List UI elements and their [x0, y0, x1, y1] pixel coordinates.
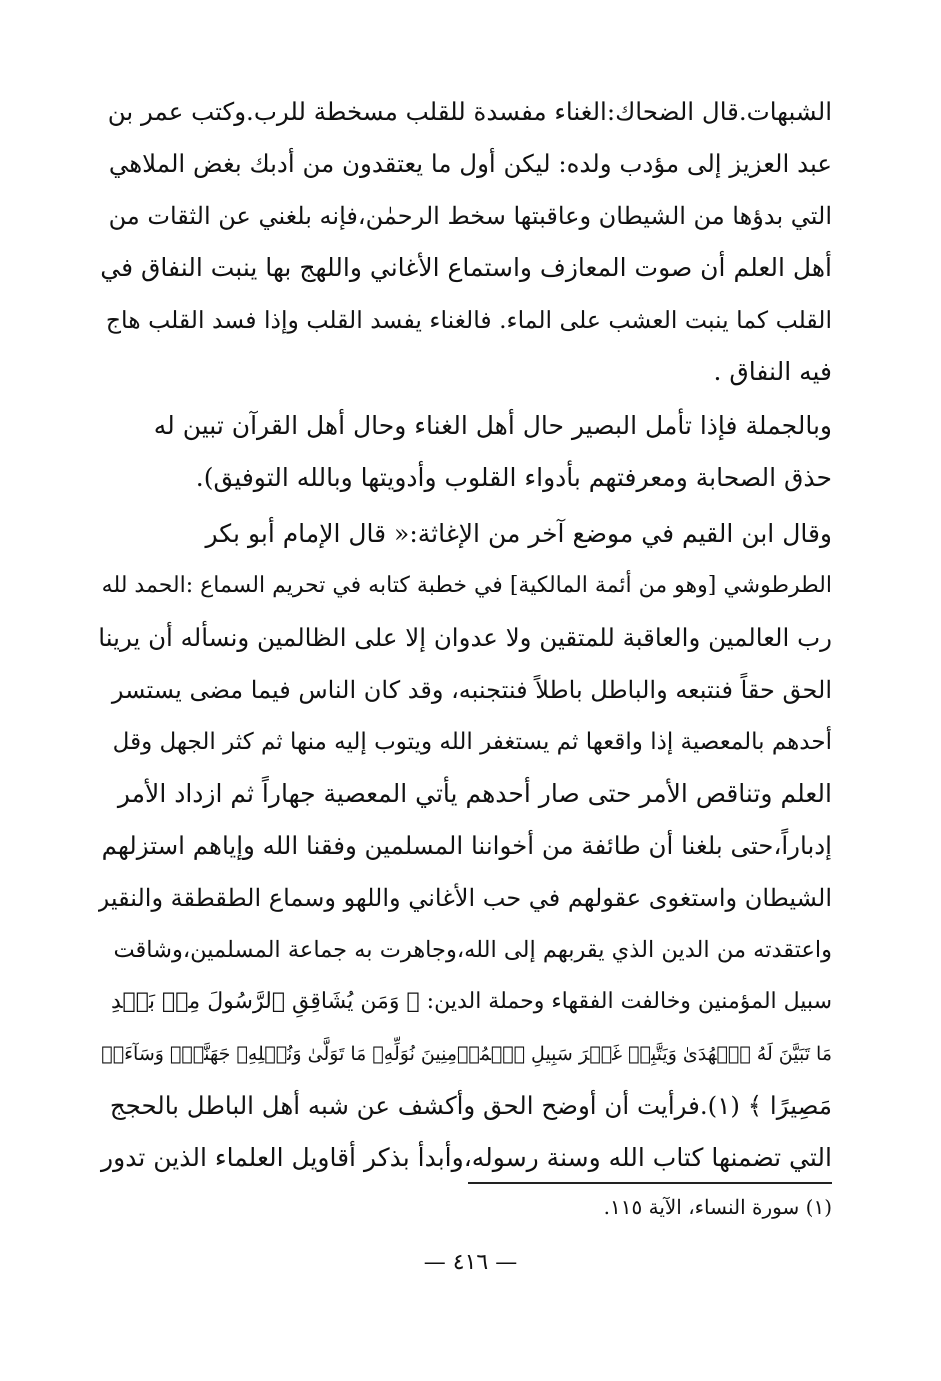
- text-line: واعتقدته من الدين الذي يقربهم إلى الله،وجاهرت به جماعة المسلمين،وشاقت: [113, 937, 832, 963]
- text-line: العلم وتناقص الأمر حتى صار أحدهم يأتي المعصية جهاراً ثم ازداد الأمر: [117, 779, 832, 808]
- text-line: أهل العلم أن صوت المعازف واستماع الأغاني واللهج بها ينبت النفاق في: [100, 253, 832, 282]
- footnote: (١) سورة النساء، الآية ١١٥.: [603, 1195, 832, 1219]
- text-line: وقال ابن القيم في موضع آخر من الإغاثة:« قال الإمام أبو بكر: [205, 519, 832, 548]
- text-line: إدباراً،حتى بلغنا أن طائفة من أخواننا المسلمين وفقنا الله وإياهم استزلهم: [101, 831, 832, 860]
- text-line: رب العالمين والعاقبة للمتقين ولا عدوان إلا على الظالمين ونسأله أن يرينا: [98, 623, 832, 652]
- page-number: — ٤١٦ —: [423, 1250, 518, 1275]
- text-line: الشبهات.قال الضحاك:الغناء مفسدة للقلب مسخطة للرب.وكتب عمر بن: [107, 97, 832, 126]
- text-line: عبد العزيز إلى مؤدب ولده: ليكن أول ما يعتقدون من أدبك بغض الملاهي: [108, 149, 832, 178]
- paragraph-2: [98, 400, 832, 504]
- paragraph-1: [98, 86, 832, 398]
- text-line: التي تضمنها كتاب الله وسنة رسوله،وأبدأ بذكر أقاويل العلماء الذين تدور: [101, 1143, 832, 1172]
- text-line: فيه النفاق .: [713, 357, 832, 386]
- footnote-divider: [468, 1182, 832, 1184]
- text-line: الشيطان واستغوى عقولهم في حب الأغاني واللهو وسماع الطقطقة والنقير: [98, 884, 832, 912]
- text-line: القلب كما ينبت العشب على الماء. فالغناء يفسد القلب وإذا فسد القلب هاج: [105, 306, 832, 334]
- text-line: سبيل المؤمنين وخالفت الفقهاء وحملة الدين: ﴿ وَمَن يُشَاقِقِ ٱلرَّسُولَ مِنۢ بَعۡدِ: [110, 989, 832, 1014]
- text-line: التي بدؤها من الشيطان وعاقبتها سخط الرحمٰن،فإنه بلغني عن الثقات من: [108, 202, 832, 230]
- text-line: الحق حقاً فنتبعه والباطل باطلاً فنتجنبه، وقد كان الناس فيما مضى يستسر: [111, 676, 832, 704]
- text-line: وبالجملة فإذا تأمل البصير حال أهل الغناء وحال أهل القرآن تبين له: [153, 411, 832, 440]
- text-line: حذق الصحابة ومعرفتهم بأدواء القلوب وأدويتها وبالله التوفيق).: [195, 463, 832, 492]
- text-line: مَصِيرًا ﴾ (١).فرأيت أن أوضح الحق وأكشف عن شبه أهل الباطل بالحجج: [109, 1091, 832, 1120]
- text-line: الطرطوشي [وهو من أئمة المالكية] في خطبة كتابه في تحريم السماع :الحمد لله: [101, 573, 832, 598]
- quran-verse-line: مَا تَبَيَّنَ لَهُ ٱلۡهُدَىٰ وَيَتَّبِعۡ غَيۡرَ سَبِيلِ ٱلۡمُؤۡمِنِينَ نُوَلِّهِۦ مَا تَوَلَّىٰ وَنُصۡلِهِۦ جَهَنَّمَۖ وَسَآءَتۡ: [101, 1043, 832, 1065]
- text-line: أحدهم بالمعصية إذا واقعها ثم يستغفر الله ويتوب إليه منها ثم كثر الجهل وقل: [112, 729, 832, 755]
- paragraph-3: [98, 508, 832, 1184]
